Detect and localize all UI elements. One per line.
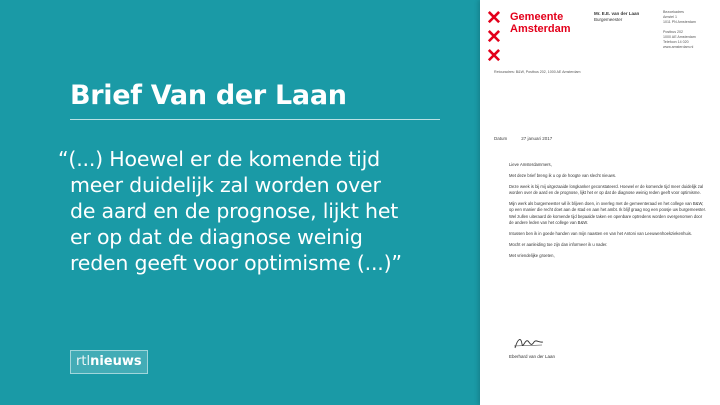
municipality-name: [510, 11, 571, 35]
amsterdam-crosses-emblem: [486, 9, 502, 66]
return-address: Retouradres: B&W, Postbus 202, 1000 AE Amsterdam: [494, 70, 581, 74]
quote-line: reden geeft voor optimisme (...)”: [70, 251, 402, 275]
letter-paragraph: Met deze brief breng ik u op de hoogte van slecht nieuws.: [509, 173, 617, 179]
quote-block: [58, 146, 458, 276]
address-line: Telefoon 14 020: [663, 40, 689, 44]
letter-paragraph: Intussen ben ik in goede handen van mijn naasten en van het Antoni van Leeuwenhoekziekenhuis.: [509, 230, 692, 236]
letter-document: [480, 0, 720, 405]
logo-name: nieuws: [90, 354, 142, 369]
logo-prefix: rtl: [76, 354, 91, 369]
headline-divider: [70, 119, 440, 120]
cross-mark: ✕: [486, 8, 502, 29]
address-line: Amstel 1: [663, 15, 677, 19]
quote-line: er op dat de diagnose weinig: [70, 225, 363, 249]
date-line: [494, 136, 552, 141]
date-value: 27 januari 2017: [521, 136, 553, 141]
salutation: Lieve Amsterdammers,: [509, 162, 552, 167]
address-block: [663, 10, 696, 50]
sender-name: Mr. E.E. van der Laan: [594, 11, 640, 16]
cross-mark: ✕: [486, 27, 502, 48]
letter-paragraph: Mijn werk als burgemeester wil ik blijven doen, in overleg met de gemeenteraad en het college van B&W, op een manier die recht doet aan de stad en aan het ambt. Ik blijf graag nog een poosje uw burgemeester. Wel zullen uiteraard de komende tijd bepaalde taken en openbare optredens worden overgenomen door de andere leden van het college van B&W.: [509, 201, 706, 225]
cross-mark: ✕: [486, 46, 502, 67]
brand-line: Amsterdam: [510, 23, 571, 35]
address-line: Bezoekadres: [663, 10, 684, 14]
letter-paragraph: Deze week is bij mij uitgezaaide longkanker geconstateerd. Hoewel er de komende tijd meer duidelijk zal worden over de aard en de prognose, lijkt het er op dat de diagnose weinig reden geeft voor optimisme.: [509, 184, 704, 196]
address-line: www.amsterdam.nl: [663, 45, 694, 49]
signature-name: Eberhard van der Laan: [509, 354, 556, 359]
handwritten-signature: [512, 334, 546, 352]
brand-line: Gemeente: [510, 11, 564, 23]
sender-block: [594, 11, 639, 23]
letter-body: [509, 162, 707, 264]
address-line: 1011 PN Amsterdam: [663, 20, 696, 24]
headline: Brief Van der Laan: [70, 80, 347, 111]
address-line: 1000 AE Amsterdam: [663, 35, 696, 39]
sender-title: Burgemeester: [594, 17, 623, 22]
rtl-nieuws-logo: [70, 350, 148, 374]
address-line: Postbus 202: [663, 30, 683, 34]
date-label: Datum: [494, 136, 508, 141]
quote-line: meer duidelijk zal worden over: [70, 173, 381, 197]
quote-line: “(...) Hoewel er de komende tijd: [58, 147, 380, 171]
letter-paragraph: Mocht er aanleiding toe zijn dan informeer ik u nader.: [509, 241, 608, 247]
quote-line: de aard en de prognose, lijkt het: [70, 199, 399, 223]
letter-paragraph: Met vriendelijke groeten,: [509, 252, 555, 258]
